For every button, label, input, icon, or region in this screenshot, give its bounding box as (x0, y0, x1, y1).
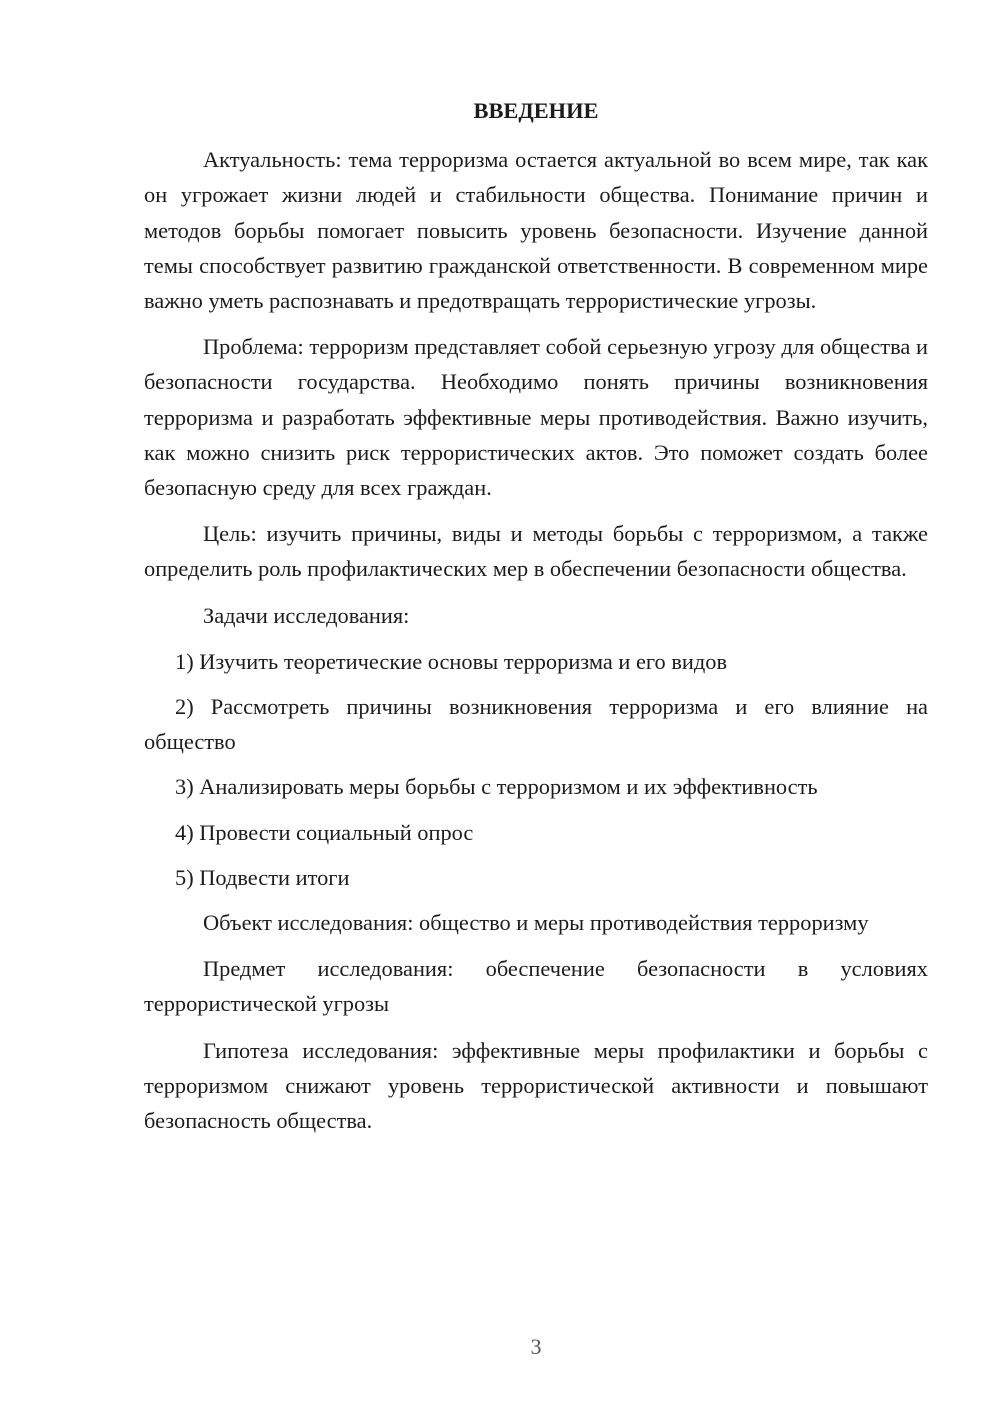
document-body (144, 93, 928, 1149)
subject-paragraph: Предмет исследования: обеспечение безопасности в условиях террористической угрозы (144, 956, 928, 1017)
list-item: 2) Рассмотреть причины возникновения терроризма и его влияние на общество (144, 694, 928, 755)
relevance-paragraph: Актуальность: тема терроризма остается актуальной во всем мире, так как он угрожает жизни людей и стабильности общества. Понимание причин и методов борьбы помогает повысить уровень безопасности. Изучение данной темы способствует развитию гражданской ответственности. В современном мире важно уметь распознавать и предотвращать террористические угрозы. (144, 147, 928, 313)
list-item: 1) Изучить теоретические основы терроризма и его видов (175, 648, 728, 674)
problem-paragraph: Проблема: терроризм представляет собой серьезную угрозу для общества и безопасности государства. Необходимо понять причины возникновения терроризма и разработать эффективные меры противодействия. Важно изучить, как можно снизить риск террористических актов. Это поможет создать более безопасную среду для всех граждан. (144, 334, 928, 501)
page-number: 3 (530, 1334, 542, 1359)
tasks-heading: Задачи исследования: (203, 602, 410, 628)
goal-paragraph: Цель: изучить причины, виды и методы борьбы с терроризмом, а также определить роль профилактических мер в обеспечении безопасности общества. (144, 521, 928, 582)
tasks-list (144, 644, 928, 895)
list-item: 3) Анализировать меры борьбы с терроризмом и их эффективность (175, 774, 818, 800)
section-title: ВВЕДЕНИЕ (473, 98, 599, 123)
list-item: 4) Провести социальный опрос (175, 819, 474, 845)
object-paragraph: Объект исследования: общество и меры противодействия терроризму (203, 910, 869, 936)
hypothesis-paragraph: Гипотеза исследования: эффективные меры профилактики и борьбы с терроризмом снижают уровень террористической активности и повышают безопасность общества. (144, 1037, 928, 1134)
list-item: 5) Подвести итоги (175, 864, 350, 890)
